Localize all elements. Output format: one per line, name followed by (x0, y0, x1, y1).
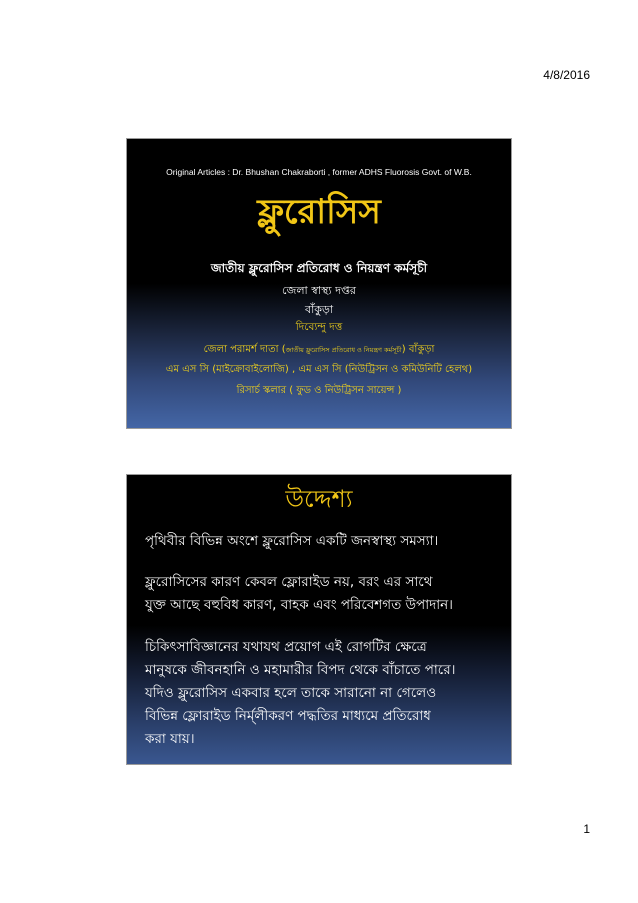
district-line: বাঁকুড়া (304, 303, 334, 316)
paragraph-2-line-1: ফ্লুরোসিসের কারণ কেবল ফ্লোরাইড নয়, বরং এর সাথে (145, 574, 433, 590)
objective-paragraph-3 (145, 636, 503, 751)
paragraph-3-line-5: করা যায়। (145, 731, 195, 747)
consultant-program: জাতীয় ফ্লুরোসিস প্রতিরোধ ও নিয়ন্ত্রণ কর্মসূচী (285, 346, 402, 354)
page-number: 1 (583, 822, 590, 836)
author-name: দিব্যেন্দু দত্ত (295, 321, 343, 333)
consultant-suffix: ) বাঁকুড়া (401, 344, 435, 355)
slide-title (126, 138, 512, 429)
objective-paragraph-2 (145, 571, 503, 617)
credit-line: Original Articles : Dr. Bhushan Chakraborti , former ADHS Fluorosis Govt. of W.B. (166, 167, 472, 177)
paragraph-3-line-1: চিকিৎসাবিজ্ঞানের যথাযথ প্রয়োগ এই রোগটির ক্ষেত্রে (145, 639, 427, 655)
department-line: জেলা স্বাস্থ্য দপ্তর (282, 284, 356, 297)
paragraph-3-line-4: বিভিন্ন ফ্লোরাইড নির্ম্‌লীকরণ পদ্ধতির মাধ্যমে প্রতিরোধ (145, 708, 431, 724)
header-date: 4/8/2016 (543, 68, 590, 82)
consultant-line (127, 342, 511, 359)
paragraph-3-line-2: মানুষকে জীবনহানি ও মহামারীর বিপদ থেকে বাঁচাতে পারে। (145, 662, 456, 678)
consultant-prefix: জেলা পরামর্শ দাতা ( (203, 344, 286, 355)
degrees-line: এম এস সি (মাইক্রোবাইলোজি) , এম এস সি (নিউট্রিসন ও কমিউনিটি হেলথ) (165, 364, 473, 375)
slide-objective (126, 474, 512, 765)
objective-paragraph-1: পৃথিবীর বিভিন্ন অংশে ফ্লুরোসিস একটি জনস্বাস্থ্য সমস্যা। (145, 533, 439, 549)
slide-title-heading: ফ্লুরোসিস (257, 192, 381, 232)
paragraph-2-line-2: যুক্ত আছে বহুবিধ কারণ, বাহক এবং পরিবেশগত উপাদান। (145, 597, 453, 613)
objective-heading: উদ্দেশ্য (285, 485, 353, 513)
scholar-line: রিসার্চ স্কলার ( ফুড ও নিউট্রিসন সায়েন্স ) (236, 385, 402, 396)
program-subtitle: জাতীয় ফ্লুরোসিস প্রতিরোধ ও নিয়ন্ত্রণ কর্মসূচী (210, 261, 428, 275)
paragraph-3-line-3: যদিও ফ্লুরোসিস একবার হলে তাকে সারানো না গেলেও (145, 685, 437, 701)
